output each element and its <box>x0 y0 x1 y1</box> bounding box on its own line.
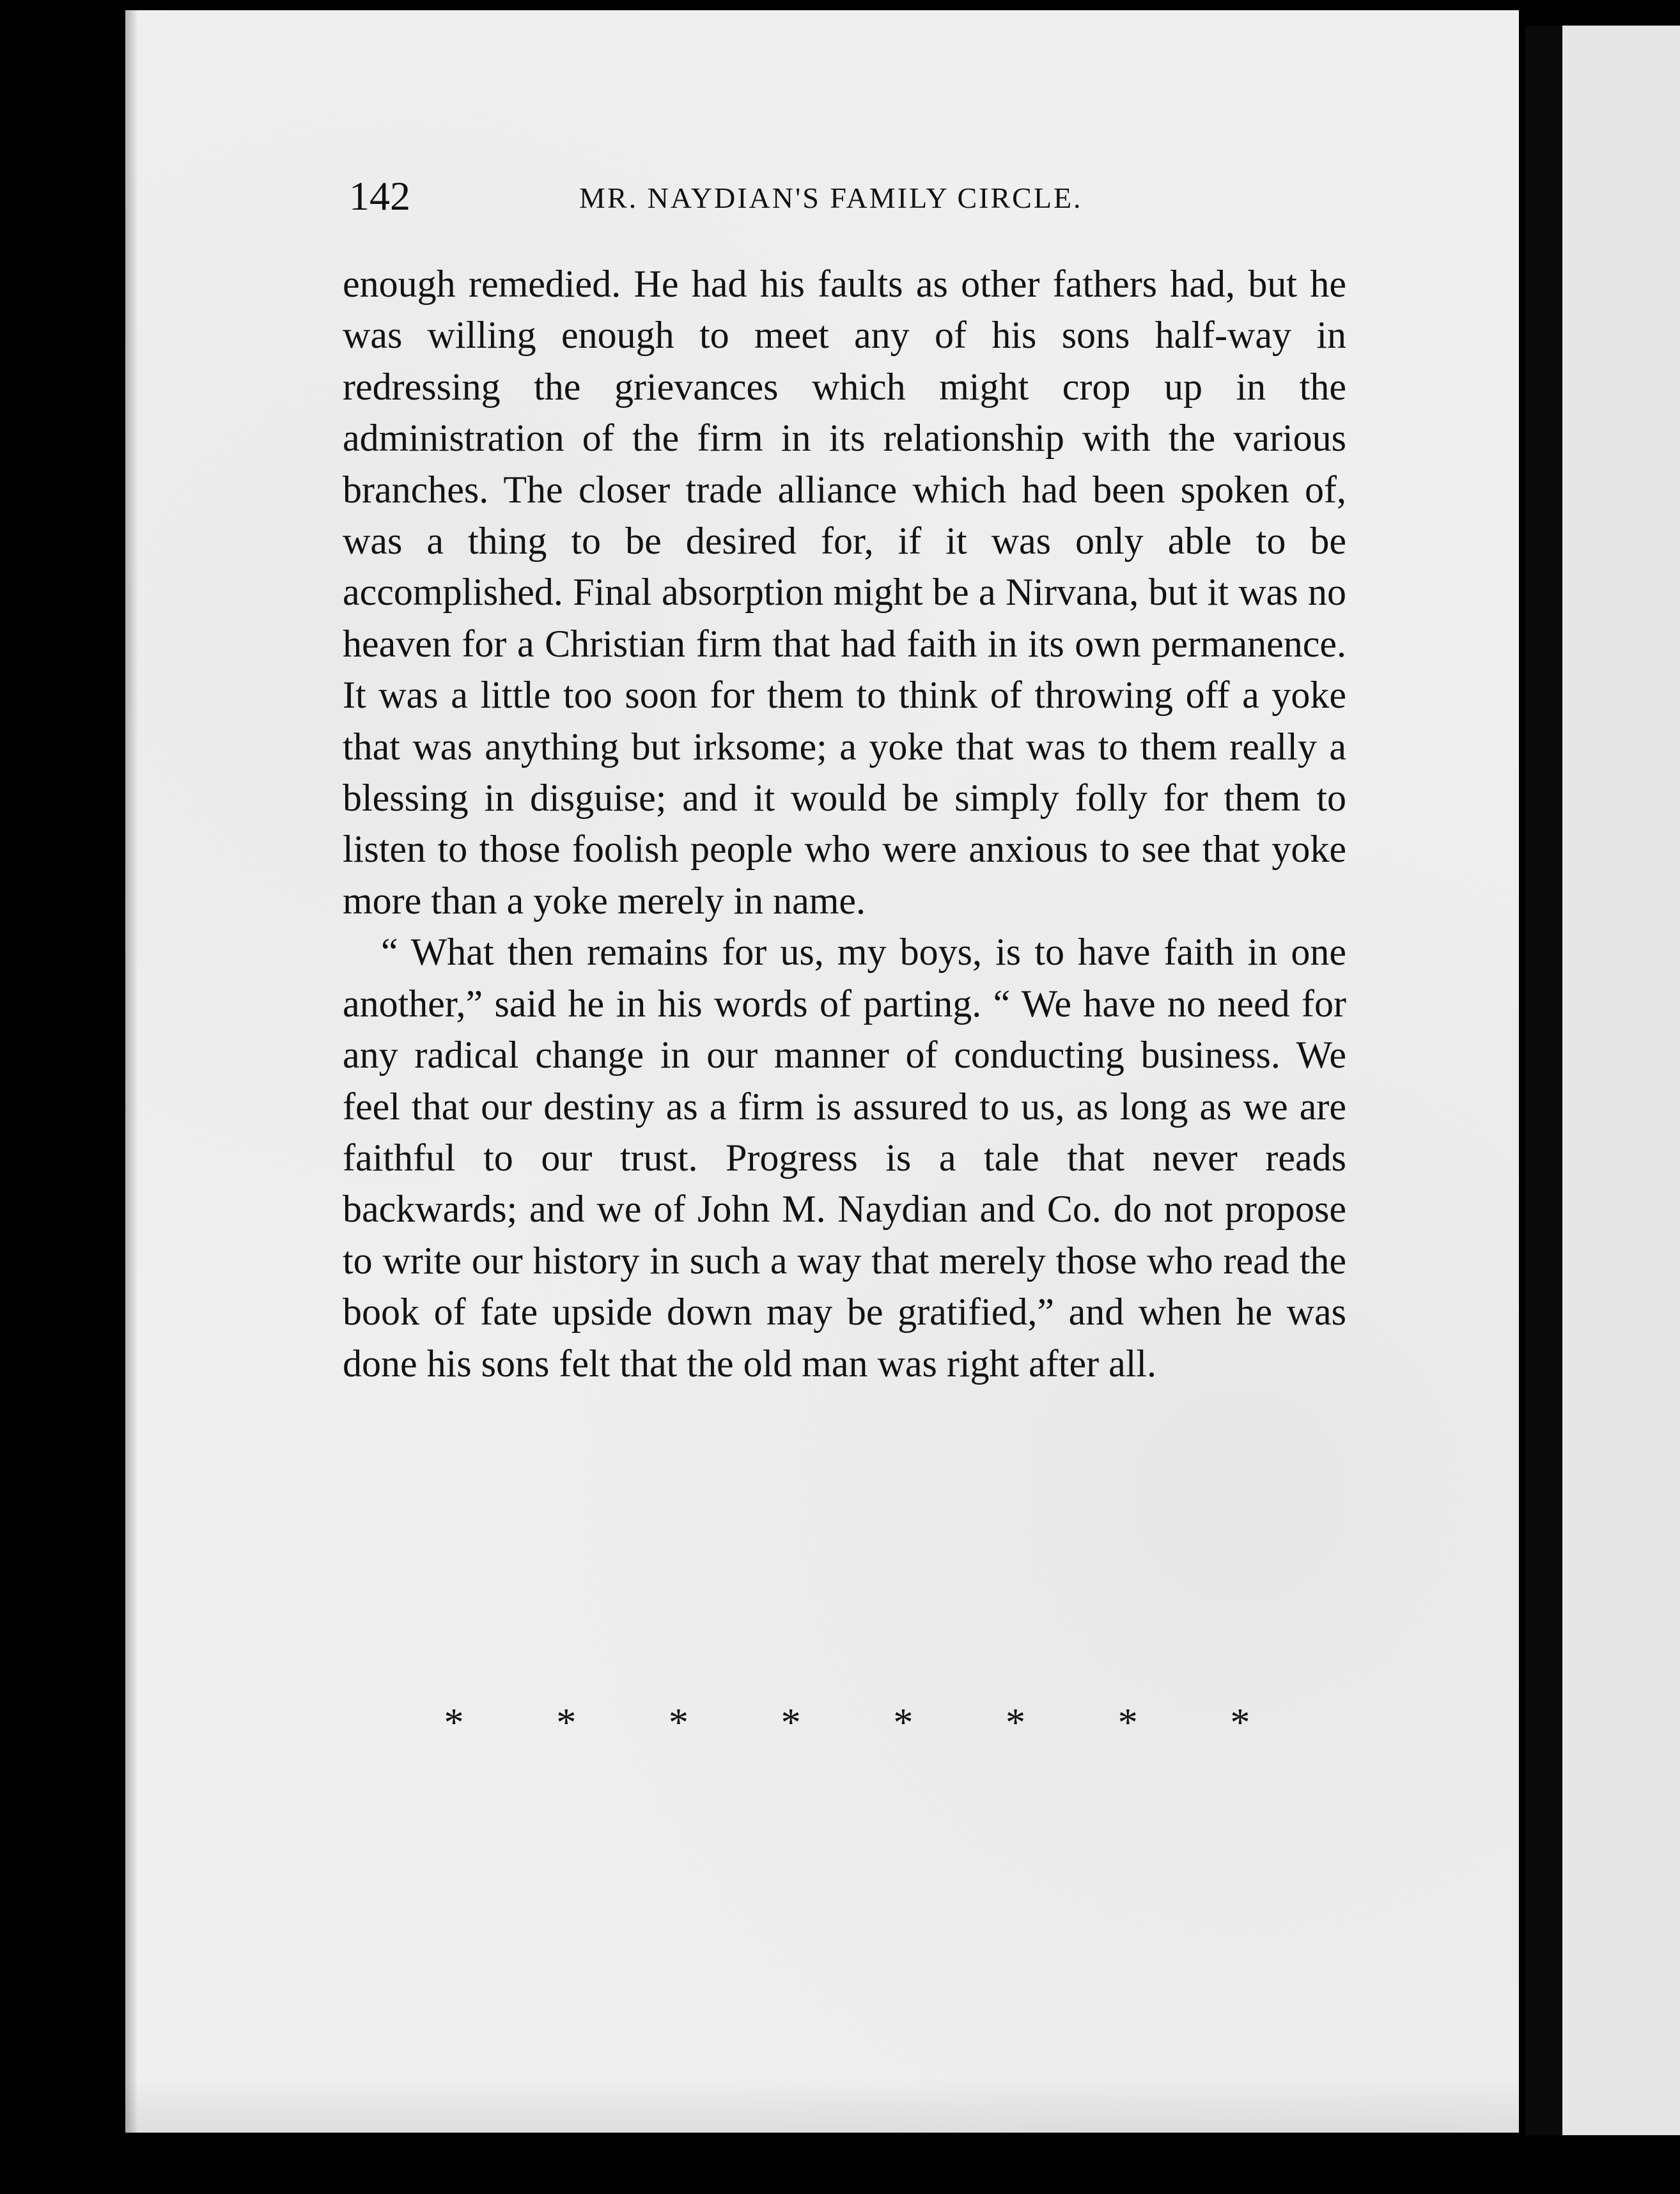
book-gutter <box>1525 26 1562 2135</box>
asterisk: * <box>444 1701 464 1745</box>
paragraph-quotation: “ What then remains for us, my boys, is to have faith in one another,” said he in his words of parting. “ We have no need for any radical change in our manner of conducting business. We feel that our destiny as a firm is assured to us, as long as we are faithful to our trust. Progress is a tale that never reads backwards; and we of John M. Naydian and Co. do not propose to write our history in such a way that merely those who read the book of fate upside down may be gratified,” and when he was done his sons felt that the old man was right after all. <box>343 931 1346 1385</box>
running-header <box>349 167 1353 225</box>
running-title: MR. NAYDIAN'S FAMILY CIRCLE. <box>579 182 1083 214</box>
body-text <box>343 258 1346 1389</box>
asterisk: * <box>1006 1701 1026 1745</box>
asterisk: * <box>893 1701 914 1745</box>
page-shadow-bottom <box>125 2078 1519 2135</box>
asterisk: * <box>781 1701 801 1745</box>
asterisk: * <box>668 1701 688 1745</box>
facing-page-edge <box>1562 26 1680 2135</box>
asterisk: * <box>1117 1701 1138 1745</box>
asterisk: * <box>556 1701 577 1745</box>
page-shadow-left <box>125 10 138 2133</box>
asterisk: * <box>1230 1701 1250 1745</box>
page-number: 142 <box>349 173 410 219</box>
paragraph-continued: enough remedied. He had his faults as other fathers had, but he was willing enough to meet any of his sons half-way in redressing the grievances which might crop up in the administration of the firm in its relationship with the various branches. The closer trade alliance which had been spoken of, was a thing to be desired for, if it was only able to be accomplished. Final absorption might be a Nirvana, but it was no heaven for a Christian firm that had faith in its own permanence. It was a little too soon for them to think of throwing off a yoke that was anything but irksome; a yoke that was to them really a blessing in disguise; and it would be simply folly for them to listen to those foolish people who were anxious to see that yoke more than a yoke merely in name. <box>343 263 1346 922</box>
section-break-asterisks <box>441 1700 1253 1746</box>
